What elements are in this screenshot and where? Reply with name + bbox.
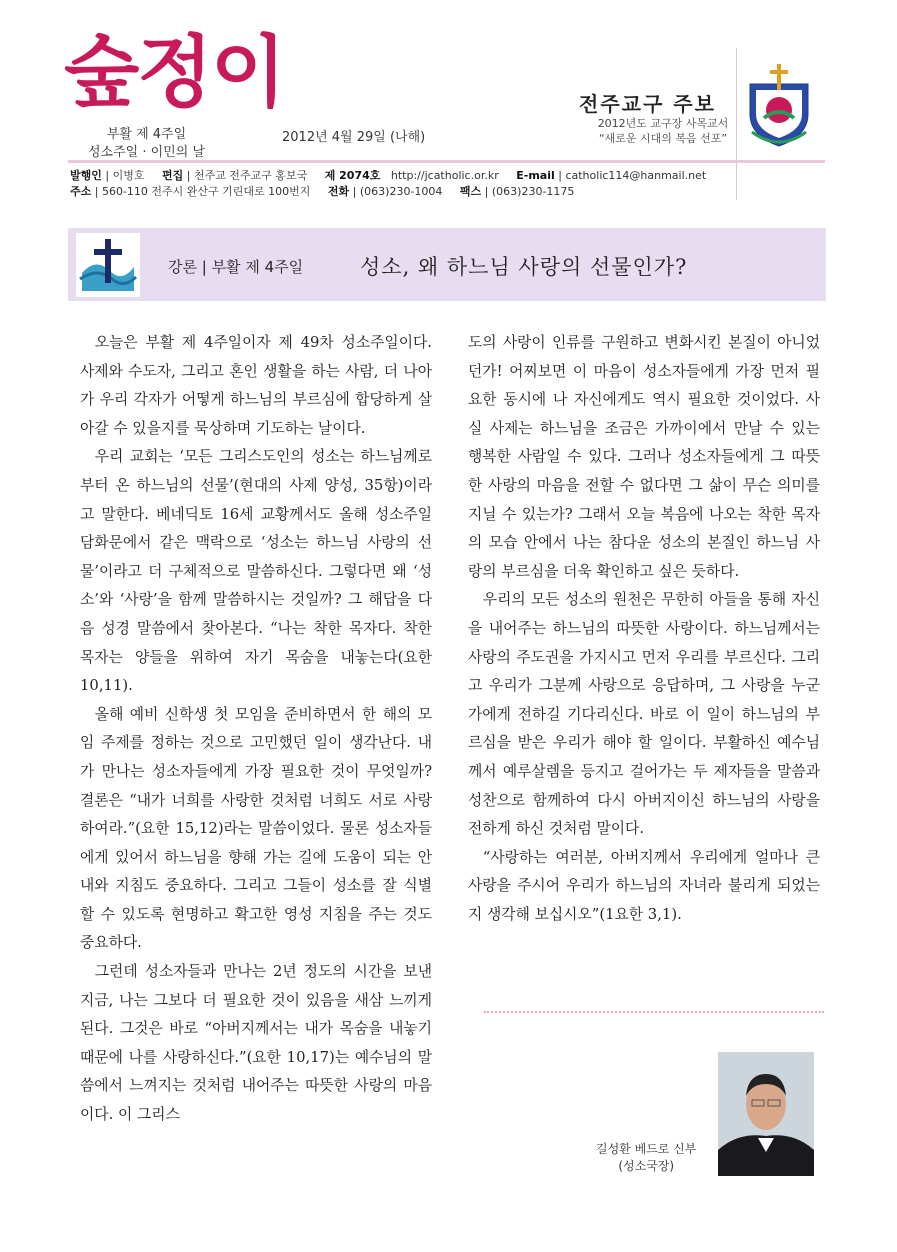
dotted-divider xyxy=(484,1011,824,1013)
homily-title: 성소, 왜 하느님 사랑의 선물인가? xyxy=(360,255,688,279)
issue-line-2: 성소주일 · 이민의 날 xyxy=(88,145,205,160)
diocese-brand: 전주교구 주보 xyxy=(579,92,716,116)
issue-date: 2012년 4월 29일 (나해) xyxy=(282,130,426,145)
issue-subtitle xyxy=(88,126,205,162)
header-divider-vertical xyxy=(736,48,737,200)
masthead-rule xyxy=(68,160,825,163)
paragraph: 그런데 성소자들과 만나는 2년 정도의 시간을 보낸 지금, 나는 그보다 더 필요한 것이 있음을 새삼 느끼게 된다. 그것은 바로 “아버지께서는 내가 목숨을 내놓기 때문에 나를 사랑하신다.”(요한 10,17)는 예수님의 말씀에서 느껴지는 것처럼 내어주는 따뜻한 사랑의 마음이다. 이 그리스 xyxy=(80,963,432,1124)
pubinfo-line-1: 발행인 | 이병호 편집 | 천주교 전주교구 홍보국 제 2074호 http://jcatholic.or.kr E-mail | catholic114@hanmail.net xyxy=(70,169,707,182)
paragraph: 올해 예비 신학생 첫 모임을 준비하면서 한 해의 모임 주제를 정하는 것으로 고민했던 일이 생각난다. 내가 만나는 성소자들에게 가장 필요한 것이 무엇일까? 결론은 “내가 너희를 사랑한 것처럼 너희도 서로 사랑하여라.”(요한 15,12)라는 말씀이었다. 물론 성소자들에게 있어서 하느님을 향해 가는 길에 도움이 되는 안내와 지침도 중요하다. 그리고 그들이 성소를 잘 식별할 수 있도록 현명하고 확고한 영성 지침을 주는 것도 중요하다. xyxy=(80,705,432,952)
author-role: (성소국장) xyxy=(618,1159,675,1173)
cross-wave-icon xyxy=(76,233,140,297)
author-caption xyxy=(596,1141,696,1175)
author-name: 길성환 베드로 신부 xyxy=(596,1142,697,1156)
paragraph-continued: 도의 사랑이 인류를 구원하고 변화시킨 본질이 아니었던가! 어찌보면 이 마음이 성소자들에게 가장 먼저 필요한 동시에 나 자신에게도 역시 필요한 것이었다. 사실 사제는 하느님을 조금은 가까이에서 만날 수 있는 행복한 사람일 수 있다. 그러나 성소자들에게 그 따뜻한 사랑의 마음을 전할 수 없다면 그 삶이 무슨 의미를 지닐 수 있는가? 그래서 오늘 복음에 나오는 착한 목자의 모습 안에서 나는 참다운 성소의 본질인 하느님 사랑의 부르심을 더욱 확인하고 싶은 듯하다. xyxy=(468,334,820,580)
paragraph: 우리 교회는 ‘모든 그리스도인의 성소는 하느님께로부터 온 하느님의 선물’(현대의 사제 양성, 35항)이라고 말한다. 베네딕토 16세 교황께서도 올해 성소주일 담화문에서 같은 맥락으로 ‘성소는 하느님 사랑의 선물’이라고 더 구체적으로 말씀하신다. 그렇다면 왜 ‘성소’와 ‘사랑’을 함께 말씀하시는 것일까? 그 해답을 다음 성경 말씀에서 찾아본다. “나는 착한 목자다. 착한 목자는 양들을 위하여 자기 목숨을 내놓는다(요한 10,11). xyxy=(80,448,432,695)
homily-label: 강론 | 부활 제 4주일 xyxy=(168,258,304,276)
motto-line-2: “새로운 시대의 복음 선포” xyxy=(598,132,728,145)
publication-info xyxy=(70,168,706,200)
website-link[interactable]: http://jcatholic.or.kr xyxy=(390,169,499,182)
portrait-photo xyxy=(718,1052,814,1176)
newsletter-logo: 숲정이 xyxy=(64,28,285,118)
issue-number: 제 2074호 xyxy=(324,169,381,182)
motto-line-1: 2012년도 교구장 사목교서 xyxy=(597,117,729,130)
article-column-left xyxy=(80,329,432,1130)
pastoral-motto xyxy=(578,116,748,146)
paragraph: 오늘은 부활 제 4주일이자 제 49차 성소주일이다. 사제와 수도자, 그리고 혼인 생활을 하는 사람, 더 나아가 우리 각자가 어떻게 하느님의 부르심에 합당하게 살아갈 수 있을지를 묵상하며 기도하는 날이다. xyxy=(80,334,432,437)
article-column-right xyxy=(468,329,820,929)
paragraph: “사랑하는 여러분, 아버지께서 우리에게 얼마나 큰 사랑을 주시어 우리가 하느님의 자녀라 불리게 되었는지 생각해 보십시오”(1요한 3,1). xyxy=(468,848,820,923)
email-link[interactable]: catholic114@hanmail.net xyxy=(565,169,707,182)
pubinfo-line-2: 주소 | 560-110 전주시 완산구 기린대로 100번지 전화 | (063)230-1004 팩스 | (063)230-1175 xyxy=(70,185,575,198)
diocese-seal-icon xyxy=(742,62,816,148)
issue-line-1: 부활 제 4주일 xyxy=(106,127,187,142)
paragraph: 우리의 모든 성소의 원천은 무한히 아들을 통해 자신을 내어주는 하느님의 따뜻한 사랑이다. 하느님께서는 사랑의 주도권을 가지시고 먼저 우리를 부르신다. 그리고 우리가 그분께 사랑으로 응답하며, 그 사랑을 누군가에게 전하길 기다리신다. 바로 이 일이 하느님의 부르심을 받은 우리가 해야 할 일이다. 부활하신 예수님께서 예루살렘을 등지고 걸어가는 두 제자들을 말씀과 성찬으로 함께하여 다시 아버지이신 하느님의 사랑을 전하게 하신 것처럼 말이다. xyxy=(468,591,820,838)
